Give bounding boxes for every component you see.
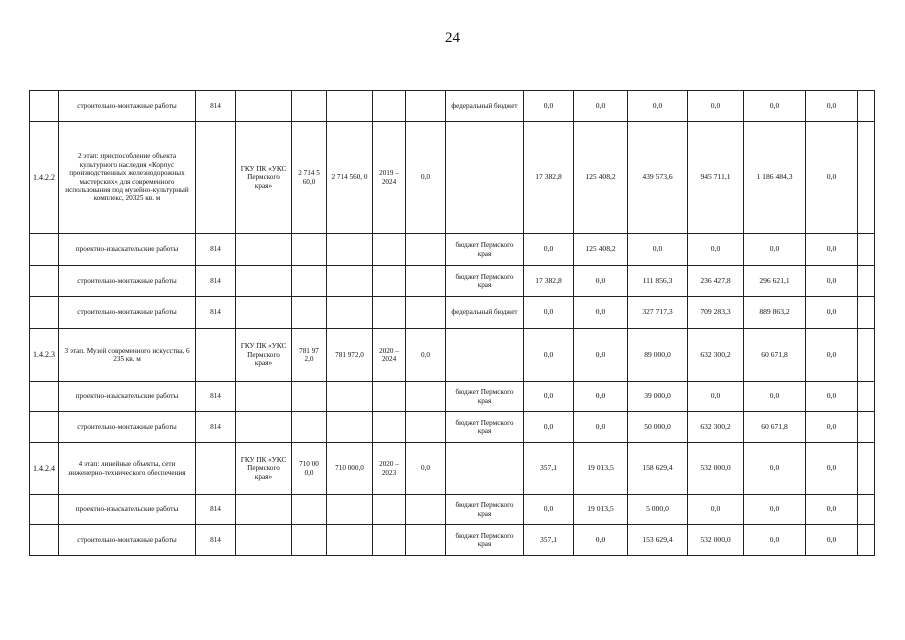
period-cell xyxy=(373,297,406,329)
executor-cell xyxy=(236,525,292,556)
value-2020-cell: 0,0 xyxy=(574,329,628,382)
table-row xyxy=(30,234,875,266)
value-2019-cell: 357,1 xyxy=(524,443,574,495)
value-2019-cell: 0,0 xyxy=(524,297,574,329)
item-name: строительно-монтажные работы xyxy=(59,412,196,443)
period-cell xyxy=(373,382,406,412)
table-row xyxy=(30,122,875,234)
executor-cell: ГКУ ПК «УКС Пермского края» xyxy=(236,329,292,382)
value-2019-cell: 17 382,8 xyxy=(524,122,574,234)
executor-cell xyxy=(236,234,292,266)
value-2019-cell: 0,0 xyxy=(524,234,574,266)
value-2021-cell: 0,0 xyxy=(628,91,688,122)
code-cell: 814 xyxy=(196,234,236,266)
value-2024-cell: 0,0 xyxy=(806,91,858,122)
capacity-cell xyxy=(406,234,446,266)
estimate-cost-cell xyxy=(327,525,373,556)
value-2024-cell: 0,0 xyxy=(806,443,858,495)
value-2023-cell: 889 863,2 xyxy=(744,297,806,329)
extra-cell xyxy=(858,525,875,556)
period-cell: 2020 – 2024 xyxy=(373,329,406,382)
value-2020-cell: 19 013,5 xyxy=(574,495,628,525)
extra-cell xyxy=(858,297,875,329)
value-2020-cell: 0,0 xyxy=(574,412,628,443)
executor-cell: ГКУ ПК «УКС Пермского края» xyxy=(236,122,292,234)
table-row xyxy=(30,412,875,443)
table-body xyxy=(30,91,875,556)
value-2019-cell: 0,0 xyxy=(524,329,574,382)
value-2020-cell: 0,0 xyxy=(574,91,628,122)
total-cost-cell xyxy=(292,266,327,297)
value-2021-cell: 89 000,0 xyxy=(628,329,688,382)
value-2019-cell: 0,0 xyxy=(524,91,574,122)
code-cell: 814 xyxy=(196,266,236,297)
value-2024-cell: 0,0 xyxy=(806,329,858,382)
code-cell: 814 xyxy=(196,91,236,122)
value-2021-cell: 39 000,0 xyxy=(628,382,688,412)
item-name: проектно-изыскательские работы xyxy=(59,234,196,266)
table-row xyxy=(30,382,875,412)
value-2023-cell: 296 621,1 xyxy=(744,266,806,297)
total-cost-cell: 2 714 5 60,0 xyxy=(292,122,327,234)
table-row xyxy=(30,91,875,122)
table-row xyxy=(30,525,875,556)
value-2024-cell: 0,0 xyxy=(806,495,858,525)
value-2020-cell: 0,0 xyxy=(574,382,628,412)
capacity-cell xyxy=(406,412,446,443)
code-cell: 814 xyxy=(196,297,236,329)
funding-source-cell: бюджет Пермского края xyxy=(446,266,524,297)
extra-cell xyxy=(858,122,875,234)
funding-source-cell: бюджет Пермского края xyxy=(446,412,524,443)
value-2021-cell: 111 856,3 xyxy=(628,266,688,297)
capacity-cell xyxy=(406,525,446,556)
period-cell xyxy=(373,525,406,556)
value-2022-cell: 532 000,0 xyxy=(688,525,744,556)
item-name: проектно-изыскательские работы xyxy=(59,382,196,412)
funding-source-cell xyxy=(446,443,524,495)
extra-cell xyxy=(858,443,875,495)
value-2024-cell: 0,0 xyxy=(806,234,858,266)
code-cell: 814 xyxy=(196,495,236,525)
value-2019-cell: 0,0 xyxy=(524,495,574,525)
row-number xyxy=(30,382,59,412)
total-cost-cell xyxy=(292,525,327,556)
capacity-cell: 0,0 xyxy=(406,329,446,382)
period-cell xyxy=(373,495,406,525)
total-cost-cell xyxy=(292,382,327,412)
value-2021-cell: 50 000,0 xyxy=(628,412,688,443)
executor-cell xyxy=(236,495,292,525)
estimate-cost-cell xyxy=(327,382,373,412)
capacity-cell xyxy=(406,297,446,329)
estimate-cost-cell xyxy=(327,266,373,297)
value-2023-cell: 60 671,8 xyxy=(744,412,806,443)
value-2022-cell: 632 300,2 xyxy=(688,329,744,382)
capacity-cell xyxy=(406,382,446,412)
value-2024-cell: 0,0 xyxy=(806,266,858,297)
total-cost-cell xyxy=(292,495,327,525)
extra-cell xyxy=(858,329,875,382)
funding-source-cell xyxy=(446,329,524,382)
estimate-cost-cell xyxy=(327,412,373,443)
funding-source-cell: бюджет Пермского края xyxy=(446,382,524,412)
value-2023-cell: 0,0 xyxy=(744,525,806,556)
value-2021-cell: 0,0 xyxy=(628,234,688,266)
funding-source-cell: федеральный бюджет xyxy=(446,297,524,329)
value-2023-cell: 0,0 xyxy=(744,91,806,122)
value-2023-cell: 0,0 xyxy=(744,443,806,495)
item-name: строительно-монтажные работы xyxy=(59,91,196,122)
value-2022-cell: 0,0 xyxy=(688,234,744,266)
item-name: строительно-монтажные работы xyxy=(59,266,196,297)
item-name: строительно-монтажные работы xyxy=(59,297,196,329)
executor-cell xyxy=(236,297,292,329)
period-cell xyxy=(373,266,406,297)
value-2019-cell: 0,0 xyxy=(524,412,574,443)
code-cell: 814 xyxy=(196,412,236,443)
estimate-cost-cell xyxy=(327,297,373,329)
item-name: 4 этап: линейные объекты, сети инженерно-технического обеспечения xyxy=(59,443,196,495)
value-2022-cell: 632 300,2 xyxy=(688,412,744,443)
extra-cell xyxy=(858,234,875,266)
value-2020-cell: 0,0 xyxy=(574,297,628,329)
table-row xyxy=(30,495,875,525)
table-row xyxy=(30,266,875,297)
value-2023-cell: 0,0 xyxy=(744,234,806,266)
value-2022-cell: 236 427,8 xyxy=(688,266,744,297)
estimate-cost-cell xyxy=(327,91,373,122)
estimate-cost-cell xyxy=(327,495,373,525)
value-2020-cell: 19 013,5 xyxy=(574,443,628,495)
estimate-cost-cell: 710 000,0 xyxy=(327,443,373,495)
total-cost-cell xyxy=(292,234,327,266)
value-2020-cell: 125 408,2 xyxy=(574,234,628,266)
executor-cell xyxy=(236,266,292,297)
page-number: 24 xyxy=(445,30,460,46)
funding-source-cell: бюджет Пермского края xyxy=(446,525,524,556)
total-cost-cell xyxy=(292,412,327,443)
value-2022-cell: 945 711,1 xyxy=(688,122,744,234)
value-2019-cell: 17 382,8 xyxy=(524,266,574,297)
total-cost-cell xyxy=(292,91,327,122)
capacity-cell xyxy=(406,266,446,297)
item-name: 3 этап. Музей современного искусства, 6 235 кв. м xyxy=(59,329,196,382)
total-cost-cell: 781 97 2,0 xyxy=(292,329,327,382)
value-2024-cell: 0,0 xyxy=(806,412,858,443)
code-cell xyxy=(196,329,236,382)
extra-cell xyxy=(858,382,875,412)
row-number xyxy=(30,495,59,525)
period-cell xyxy=(373,234,406,266)
row-number xyxy=(30,297,59,329)
period-cell xyxy=(373,412,406,443)
code-cell xyxy=(196,122,236,234)
row-number: 1.4.2.2 xyxy=(30,122,59,234)
row-number xyxy=(30,266,59,297)
value-2023-cell: 1 186 484,3 xyxy=(744,122,806,234)
total-cost-cell: 710 00 0,0 xyxy=(292,443,327,495)
item-name: проектно-изыскательские работы xyxy=(59,495,196,525)
row-number xyxy=(30,234,59,266)
funding-source-cell xyxy=(446,122,524,234)
value-2022-cell: 0,0 xyxy=(688,91,744,122)
capacity-cell xyxy=(406,495,446,525)
row-number xyxy=(30,91,59,122)
row-number xyxy=(30,412,59,443)
code-cell: 814 xyxy=(196,525,236,556)
table-row xyxy=(30,329,875,382)
value-2021-cell: 439 573,6 xyxy=(628,122,688,234)
budget-table xyxy=(29,90,875,556)
extra-cell xyxy=(858,412,875,443)
value-2020-cell: 0,0 xyxy=(574,266,628,297)
estimate-cost-cell: 781 972,0 xyxy=(327,329,373,382)
value-2022-cell: 0,0 xyxy=(688,382,744,412)
value-2021-cell: 153 629,4 xyxy=(628,525,688,556)
executor-cell xyxy=(236,91,292,122)
value-2024-cell: 0,0 xyxy=(806,297,858,329)
value-2023-cell: 0,0 xyxy=(744,382,806,412)
item-name: 2 этап: приспособление объекта культурного наследия «Корпус производственных железнодорожных мастерских» для современного использования под музейно-культурный комплекс, 20325 кв. м xyxy=(59,122,196,234)
table-row xyxy=(30,443,875,495)
code-cell: 814 xyxy=(196,382,236,412)
executor-cell: ГКУ ПК «УКС Пермского края» xyxy=(236,443,292,495)
value-2020-cell: 125 408,2 xyxy=(574,122,628,234)
value-2023-cell: 0,0 xyxy=(744,495,806,525)
executor-cell xyxy=(236,382,292,412)
row-number xyxy=(30,525,59,556)
value-2022-cell: 709 283,3 xyxy=(688,297,744,329)
value-2024-cell: 0,0 xyxy=(806,525,858,556)
item-name: строительно-монтажные работы xyxy=(59,525,196,556)
funding-source-cell: бюджет Пермского края xyxy=(446,495,524,525)
total-cost-cell xyxy=(292,297,327,329)
estimate-cost-cell xyxy=(327,234,373,266)
value-2021-cell: 158 629,4 xyxy=(628,443,688,495)
value-2024-cell: 0,0 xyxy=(806,122,858,234)
extra-cell xyxy=(858,266,875,297)
row-number: 1.4.2.3 xyxy=(30,329,59,382)
value-2021-cell: 327 717,3 xyxy=(628,297,688,329)
value-2022-cell: 0,0 xyxy=(688,495,744,525)
executor-cell xyxy=(236,412,292,443)
capacity-cell xyxy=(406,91,446,122)
value-2020-cell: 0,0 xyxy=(574,525,628,556)
row-number: 1.4.2.4 xyxy=(30,443,59,495)
capacity-cell: 0,0 xyxy=(406,443,446,495)
code-cell xyxy=(196,443,236,495)
capacity-cell: 0,0 xyxy=(406,122,446,234)
funding-source-cell: бюджет Пермского края xyxy=(446,234,524,266)
funding-source-cell: федеральный бюджет xyxy=(446,91,524,122)
table-row xyxy=(30,297,875,329)
value-2019-cell: 357,1 xyxy=(524,525,574,556)
period-cell: 2019 – 2024 xyxy=(373,122,406,234)
estimate-cost-cell: 2 714 560, 0 xyxy=(327,122,373,234)
period-cell xyxy=(373,91,406,122)
value-2024-cell: 0,0 xyxy=(806,382,858,412)
value-2023-cell: 60 671,8 xyxy=(744,329,806,382)
period-cell: 2020 – 2023 xyxy=(373,443,406,495)
extra-cell xyxy=(858,495,875,525)
extra-cell xyxy=(858,91,875,122)
value-2022-cell: 532 000,0 xyxy=(688,443,744,495)
value-2019-cell: 0,0 xyxy=(524,382,574,412)
value-2021-cell: 5 000,0 xyxy=(628,495,688,525)
